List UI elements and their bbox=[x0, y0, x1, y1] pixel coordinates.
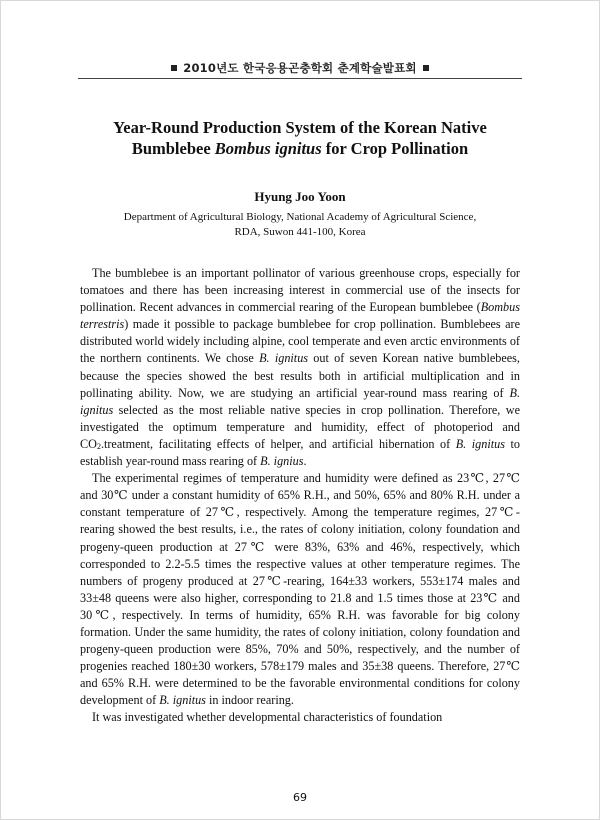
affiliation bbox=[60, 210, 540, 240]
subscript: 2 bbox=[96, 441, 101, 451]
species-name: B. ignitus bbox=[259, 351, 309, 366]
square-bullet-icon bbox=[171, 65, 177, 71]
paragraph-1: The bumblebee is an important pollinator of various greenhouse crops, especially for tomatoes and there has been increasing interest in commercial use of the insects for pollination. Recent advances in commercial rearing of the European bumblebee (Bombus terrestris) made it possible to package bumblebee for crop pollination. Bumblebees are distributed world widely including alpine, cool temperate and even arctic environments of the northern continents. We chose B. ignitus out of seven Korean native bumblebees, because the species showed the best results both in artificial multiplication and in pollinating ability. Now, we are studying an artificial year-round mass rearing of B. ignitus selected as the most reliable native species in crop pollination. Therefore, we investigated the optimum temperature and humidity, effect of photoperiod and $CO_2.treatment$, facilitating effects of helper, and artificial hibernation of B. ignitus to establish year-round mass rearing of B. ignius. bbox=[80, 266, 520, 469]
running-header bbox=[78, 60, 522, 76]
abstract-body bbox=[80, 265, 520, 727]
paper-title bbox=[60, 117, 540, 159]
paragraph-2: The experimental regimes of temperature and humidity were defined as 23℃, 27℃ and 30℃ under a constant humidity of 65% R.H., and 50%, 65% and 80% R.H. under a constant temperature of 27℃, respectively. Among the temperature regimes, 27℃-rearing showed the best results, i.e., the rates of colony initiation, colony foundation and progeny-queen production at 27℃ were 83%, 63% and 46%, respectively, which corresponded to 2.2-5.5 times the respective values at other temperature regimes. The numbers of progeny produced at 27℃-rearing, 164±33 workers, 553±174 males and 33±48 queens were also higher, corresponding to 21.8 and 1.5 times those at 23℃ and 30℃, respectively. In terms of humidity, 65% R.H. was favorable for big colony formation. Under the same humidity, the rates of colony initiation, colony foundation and progeny-queen production were 85%, 70% and 50%, respectively, and the number of progenies reached 180±30 workers, 578±179 males and 35±38 queens. Therefore, 27℃ and 65% R.H. were determined to be the favorable environmental conditions for colony development of B. ignitus in indoor rearing. bbox=[80, 471, 520, 708]
title-line-2 bbox=[60, 138, 540, 159]
species-name: Bombus ignitus bbox=[214, 139, 322, 158]
paragraph-3: It was investigated whether developmental characteristics of foundation bbox=[92, 710, 443, 725]
species-name: B. ignitus bbox=[159, 693, 206, 708]
title-line-1: Year-Round Production System of the Korean Native bbox=[113, 118, 487, 137]
title-text: for Crop Pollination bbox=[321, 139, 469, 158]
affiliation-line-2: RDA, Suwon 441-100, Korea bbox=[234, 226, 366, 238]
species-name: B. ignitus bbox=[455, 436, 505, 451]
affiliation-line-1: Department of Agricultural Biology, National Academy of Agricultural Science, bbox=[123, 211, 477, 223]
species-name: B. ignitus bbox=[80, 385, 520, 417]
header-rule bbox=[78, 78, 522, 79]
title-text: Bumblebee bbox=[131, 139, 215, 158]
page-number: 69 bbox=[293, 791, 307, 804]
author-name: Hyung Joo Yoon bbox=[254, 189, 346, 204]
species-name: B. ignius bbox=[260, 454, 304, 469]
square-bullet-icon bbox=[423, 65, 429, 71]
species-name: Bombus terrestris bbox=[80, 300, 520, 332]
header-text: 2010년도 한국응용곤충학회 춘계학술발표회 bbox=[183, 61, 417, 75]
